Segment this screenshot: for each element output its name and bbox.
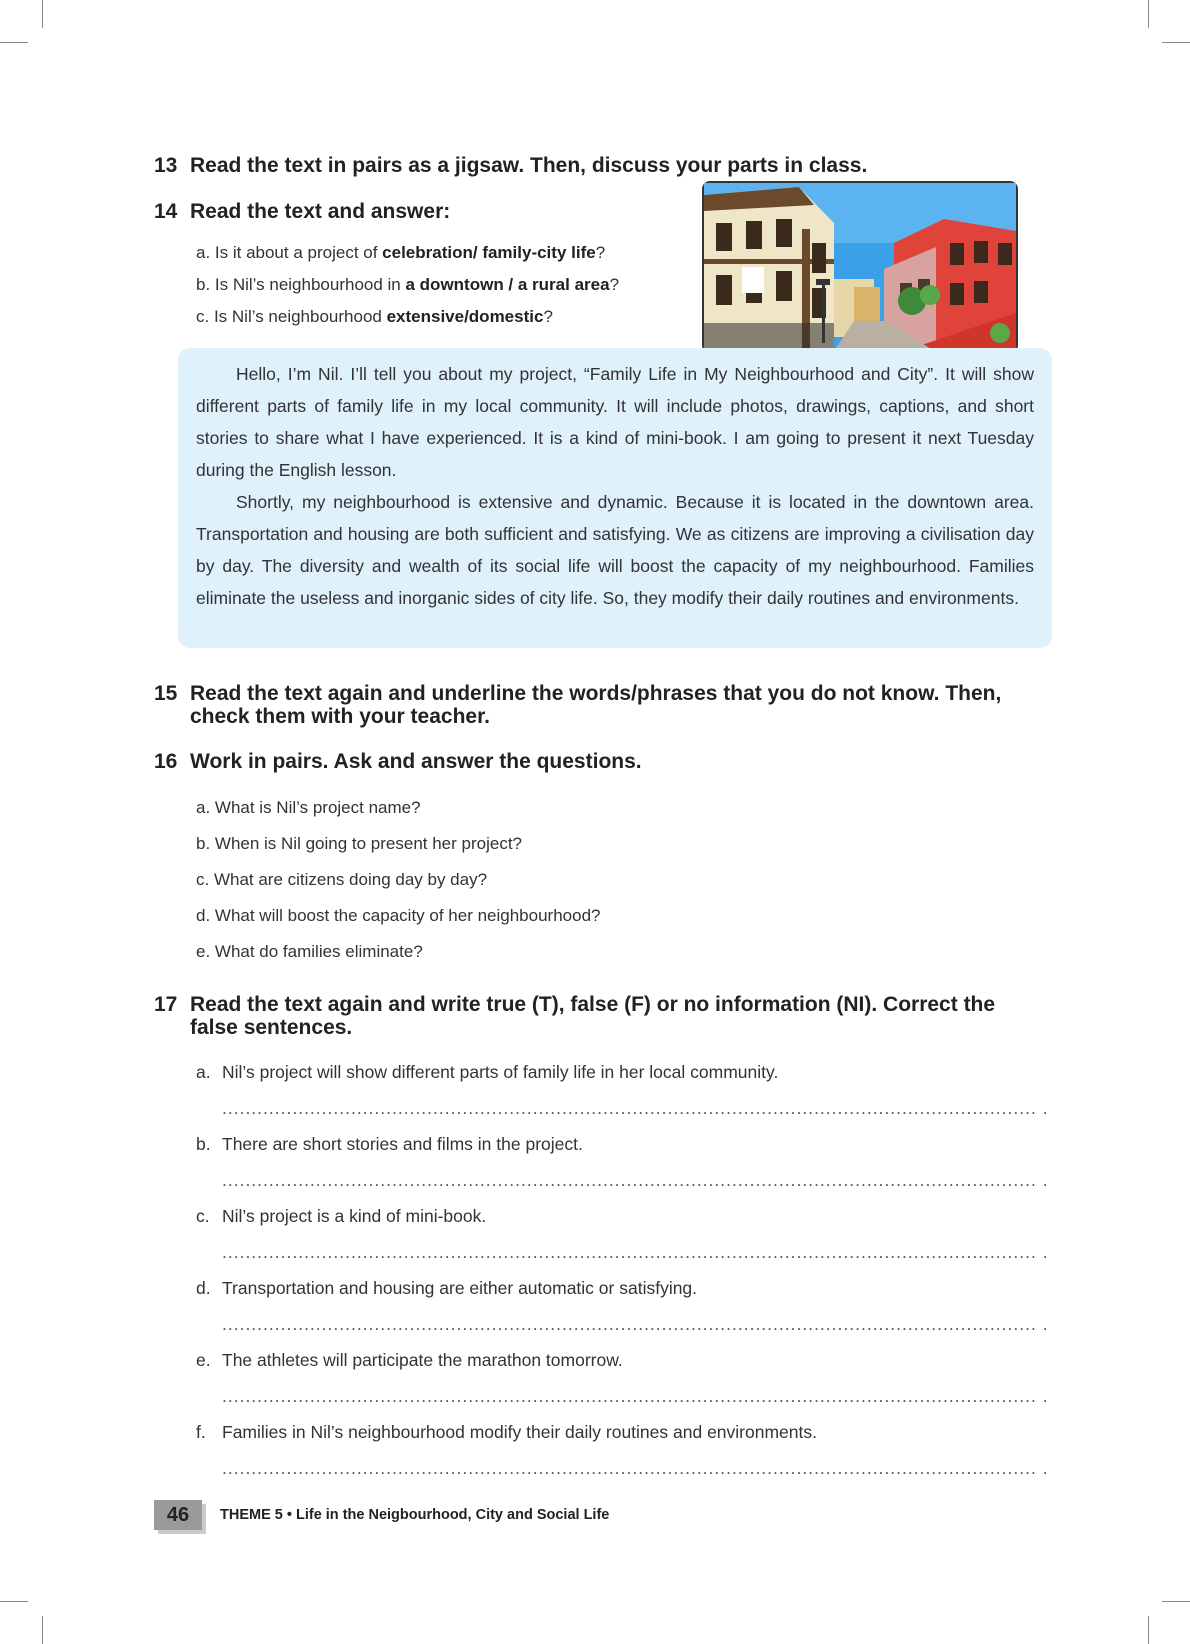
- exercise-16-questions: [196, 790, 600, 970]
- exercise-instruction: Read the text again and write true (T), false (F) or no information (NI). Correct the false sentences.: [190, 993, 996, 1039]
- reading-paragraph-1: Hello, I’m Nil. I’ll tell you about my project, “Family Life in My Neighbourhood and City”. It will show different parts of family life in my local community. It will include photos, drawings, captions, and short stories to share what I have experienced. It is a kind of mini-book. I am going to present it next Tuesday during the English lesson.: [196, 364, 1034, 480]
- exercise-17-heading: [154, 993, 1010, 1039]
- exercise-number: 13: [154, 154, 178, 177]
- statement-c: c. Nil’s project is a kind of mini-book. ........................................................................................................................................... .: [196, 1202, 936, 1274]
- answer-line[interactable]: ........................................................................................................................................... .: [222, 1386, 1049, 1406]
- statement-b: b. There are short stories and films in the project. ........................................................................................................................................... .: [196, 1130, 936, 1202]
- answer-line[interactable]: ........................................................................................................................................... .: [222, 1458, 1049, 1478]
- exercise-15-heading: [154, 682, 1010, 728]
- crop-mark: [0, 1601, 28, 1602]
- question-c: c. Is Nil’s neighbourhood extensive/domestic?: [196, 307, 553, 326]
- crop-mark: [42, 1616, 43, 1644]
- exercise-number: 16: [154, 750, 178, 773]
- exercise-instruction: Read the text again and underline the words/phrases that you do not know. Then, check them with your teacher.: [190, 682, 1002, 728]
- question-d: d. What will boost the capacity of her neighbourhood?: [196, 906, 601, 925]
- answer-line[interactable]: ........................................................................................................................................... .: [222, 1098, 1049, 1118]
- neighbourhood-street-photo: [702, 181, 1018, 353]
- crop-mark: [1162, 1601, 1190, 1602]
- exercise-number: 17: [154, 993, 178, 1016]
- crop-mark: [42, 0, 43, 28]
- page-footer: [154, 1500, 609, 1530]
- statement-f: f. Families in Nil’s neighbourhood modify their daily routines and environments. ........................................................................................................................................... .: [196, 1418, 936, 1490]
- exercise-instruction: Work in pairs. Ask and answer the questions.: [190, 750, 642, 773]
- theme-title: THEME 5 • Life in the Neigbourhood, City and Social Life: [220, 1507, 610, 1523]
- exercise-instruction: Read the text and answer:: [190, 200, 451, 223]
- statement-e: e. The athletes will participate the marathon tomorrow. ........................................................................................................................................... .: [196, 1346, 936, 1418]
- question-e: e. What do families eliminate?: [196, 942, 423, 961]
- question-a: a. Is it about a project of celebration/ family-city life?: [196, 243, 606, 262]
- crop-mark: [0, 42, 28, 43]
- question-b: b. Is Nil’s neighbourhood in a downtown / a rural area?: [196, 275, 620, 294]
- crop-mark: [1162, 42, 1190, 43]
- statement-a: a. Nil’s project will show different parts of family life in her local community. ........................................................................................................................................... .: [196, 1058, 936, 1130]
- exercise-number: 15: [154, 682, 178, 705]
- true-false-list: [196, 1058, 1049, 1490]
- answer-line[interactable]: ........................................................................................................................................... .: [222, 1314, 1049, 1334]
- crop-mark: [1148, 1616, 1149, 1644]
- question-b: b. When is Nil going to present her project?: [196, 834, 523, 853]
- exercise-13-heading: [154, 154, 1010, 177]
- page-number: 46: [154, 1500, 202, 1530]
- exercise-16-heading: [154, 750, 1010, 773]
- crop-mark: [1148, 0, 1149, 28]
- answer-line[interactable]: ........................................................................................................................................... .: [222, 1242, 1049, 1262]
- exercise-instruction: Read the text in pairs as a jigsaw. Then, discuss your parts in class.: [190, 154, 868, 177]
- question-c: c. What are citizens doing day by day?: [196, 870, 488, 889]
- exercise-number: 14: [154, 200, 178, 223]
- reading-text-box: [178, 348, 1052, 648]
- exercise-14-questions: [196, 237, 619, 333]
- answer-line[interactable]: ........................................................................................................................................... .: [222, 1170, 1049, 1190]
- statement-d: d. Transportation and housing are either automatic or satisfying. ........................................................................................................................................... .: [196, 1274, 936, 1346]
- reading-paragraph-2: Shortly, my neighbourhood is extensive and dynamic. Because it is located in the downtown area. Transportation and housing are both sufficient and satisfying. We as citizens are improving a civilisation day by day. The diversity and wealth of its social life will boost the capacity of my neighbourhood. Families eliminate the useless and inorganic sides of city life. So, they modify their daily routines and environments.: [196, 492, 1034, 608]
- question-a: a. What is Nil’s project name?: [196, 798, 421, 817]
